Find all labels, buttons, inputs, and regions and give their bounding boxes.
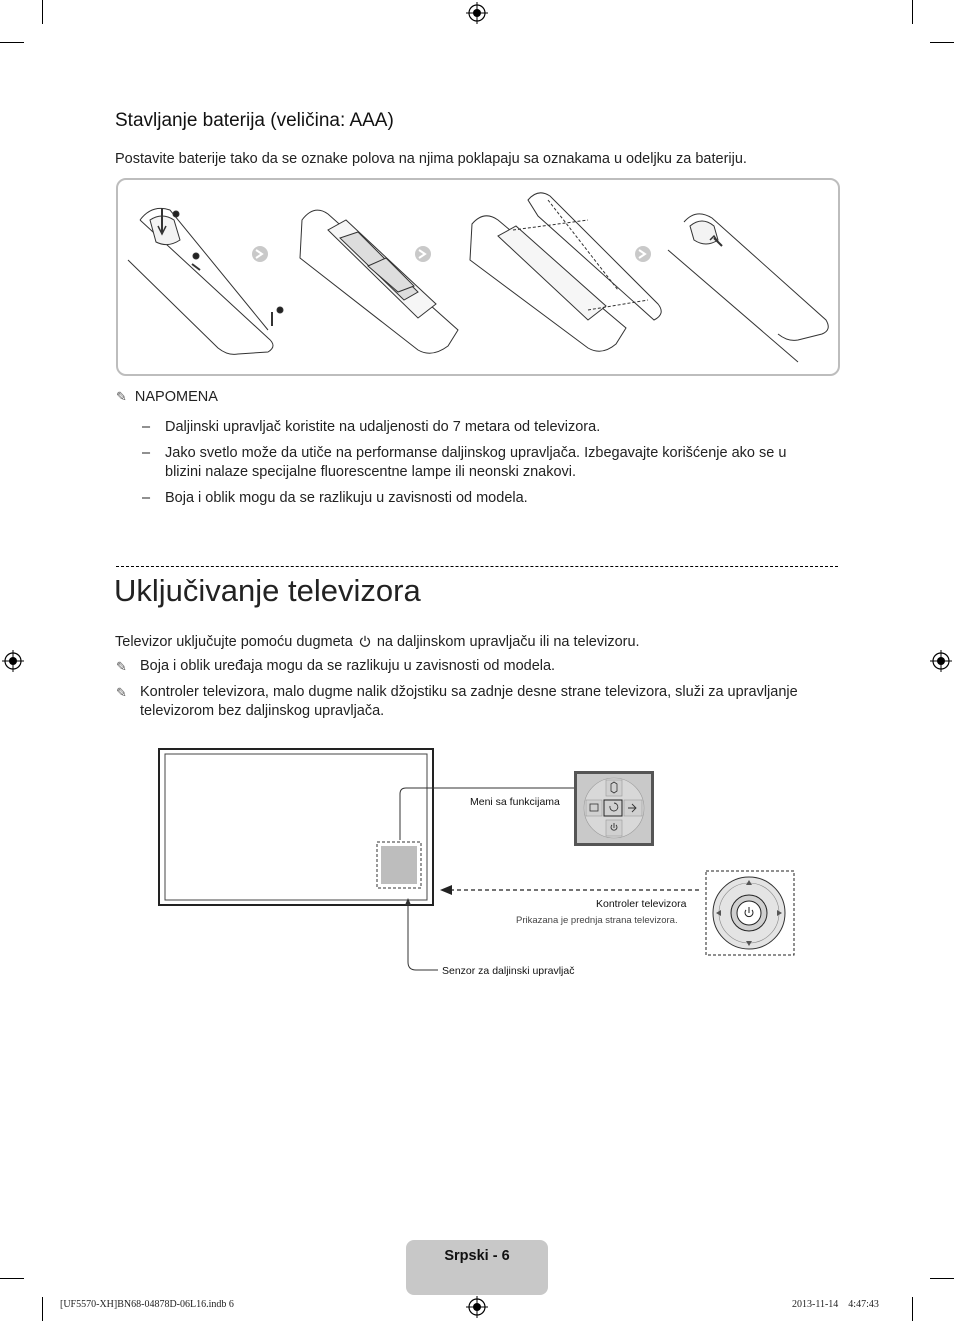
- battery-intro: Postavite baterije tako da se oznake polova na njima poklapaju sa oznakama u odeljku za bateriju.: [115, 151, 747, 167]
- note-heading: [116, 389, 218, 405]
- crop-mark: [912, 1297, 913, 1321]
- section-divider: [116, 566, 838, 567]
- battery-steps-illustration: [118, 180, 838, 374]
- sensor-leader: [405, 898, 438, 970]
- crop-mark: [930, 42, 954, 43]
- remote-step-3: [470, 193, 661, 351]
- note-heading-text: NAPOMENA: [134, 389, 218, 405]
- power-note: [116, 683, 836, 723]
- note-item: [142, 489, 842, 509]
- crop-mark: [0, 1278, 24, 1279]
- note-item: [142, 418, 842, 438]
- controller-sublabel: Prikazana je prednja strana televizora.: [516, 915, 678, 926]
- sensor-label: Senzor za daljinski upravljač: [442, 965, 575, 977]
- battery-section-heading: Stavljanje baterija (veličina: AAA): [115, 110, 394, 131]
- controller-label: Kontroler televizora: [596, 898, 687, 910]
- dash: –: [142, 445, 151, 461]
- crop-mark: [42, 1297, 43, 1321]
- note-item-text: Jako svetlo može da utiče na performanse daljinskog upravljača. Izbegavajte korišćenje ako se u blizini nalaze specijalne fluorescentne lampe ili neonski znakovi.: [165, 445, 787, 480]
- step-arrow-icon: [415, 246, 431, 262]
- crop-mark: [912, 0, 913, 24]
- print-timestamp: 2013-11-14 4:47:43: [792, 1299, 879, 1310]
- power-note-text: Kontroler televizora, malo dugme nalik džojstiku sa zadnje desne strane televizora, služi za upravljanje televizorom bez daljinskog upravljača.: [140, 684, 798, 719]
- power-on-intro-before: Televizor uključujte pomoću dugmeta: [115, 634, 353, 650]
- registration-mark-icon: [466, 1296, 488, 1318]
- power-note-text: Boja i oblik uređaja mogu da se razlikuju u zavisnosti od modela.: [140, 658, 556, 674]
- power-on-intro: [115, 633, 835, 652]
- registration-mark-icon: [466, 2, 488, 24]
- crop-mark: [42, 0, 43, 24]
- crop-mark: [0, 42, 24, 43]
- step-arrow-icon: [252, 246, 268, 262]
- remote-step-2: [300, 210, 458, 353]
- print-file-slug: [UF5570-XH]BN68-04878D-06L16.indb 6: [60, 1299, 234, 1310]
- pencil-note-icon: ✎: [116, 389, 127, 404]
- tv-diagram: [150, 740, 810, 990]
- pencil-note-icon: ✎: [116, 659, 127, 674]
- note-item-text: Daljinski upravljač koristite na udaljenosti do 7 metara od televizora.: [165, 419, 601, 435]
- power-icon: [359, 635, 371, 647]
- page-number: Srpski - 6: [444, 1248, 510, 1264]
- power-on-intro-after: na daljinskom upravljaču ili na televizoru.: [376, 634, 640, 650]
- pencil-note-icon: ✎: [116, 685, 127, 700]
- crop-mark: [930, 1278, 954, 1279]
- power-on-title: Uključivanje televizora: [114, 573, 421, 608]
- function-menu-panel: [574, 771, 654, 846]
- remote-step-4: [668, 214, 828, 362]
- registration-mark-icon: [2, 650, 24, 672]
- registration-mark-icon: [930, 650, 952, 672]
- dash: –: [142, 490, 151, 506]
- note-item-text: Boja i oblik mogu da se razlikuju u zavisnosti od modela.: [165, 490, 528, 506]
- battery-illustration-box: [116, 178, 840, 376]
- step-arrow-icon: [635, 246, 651, 262]
- remote-step-1: [128, 208, 283, 354]
- function-menu-label: Meni sa funkcijama: [470, 796, 560, 808]
- controller-arrow: [440, 885, 702, 895]
- power-note: [116, 657, 836, 677]
- tv-controller-zoom: [706, 871, 794, 955]
- note-item: [142, 444, 842, 484]
- dash: –: [142, 419, 151, 435]
- page-number-tab: [406, 1240, 548, 1295]
